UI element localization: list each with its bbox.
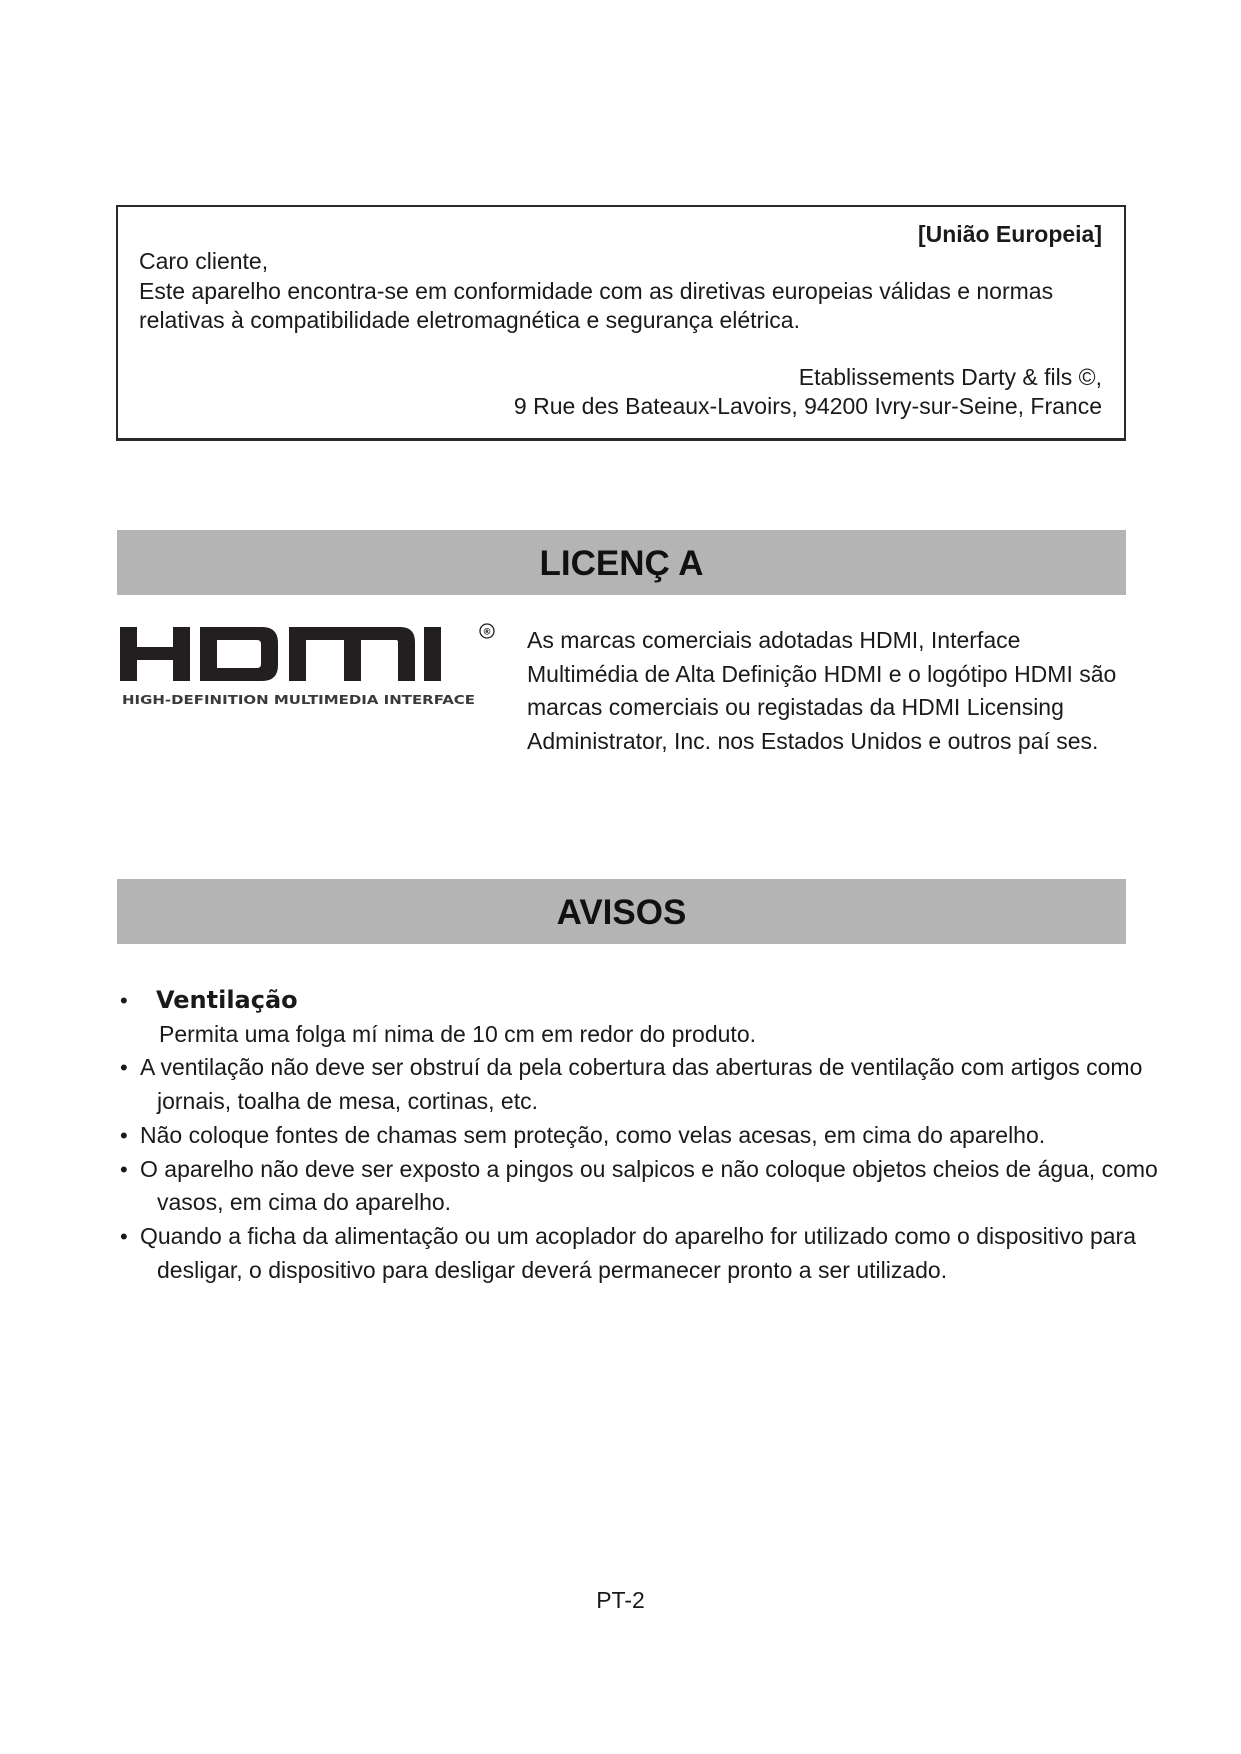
list-item (116, 1153, 1196, 1220)
bullet-icon: • (120, 988, 128, 1013)
list-item (116, 1051, 1196, 1118)
warning-text: A ventilação não deve ser obstruí da pela cobertura das aberturas de ventilação com artigos como jornais, toalha de mesa, cortinas, etc. (140, 1054, 1143, 1115)
eu-company-address: 9 Rue des Bateaux-Lavoirs, 94200 Ivry-sur-Seine, France (513, 393, 1102, 419)
ventilation-title: Ventilação (156, 986, 298, 1014)
bullet-icon: • (120, 1055, 128, 1081)
list-item (116, 1119, 1196, 1153)
ventilation-text: Permita uma folga mí nima de 10 cm em redor do produto. (159, 1020, 757, 1047)
license-text: As marcas comerciais adotadas HDMI, Interface Multimédia de Alta Definição HDMI e o logótipo HDMI são marcas comerciais ou registadas da HDMI Licensing Administrator, Inc. nos Estados Unidos e outros paí ses. (527, 627, 1117, 755)
license-heading: LICENÇ A (117, 530, 1126, 595)
list-item (116, 1220, 1196, 1287)
bullet-icon: • (120, 1223, 128, 1249)
warning-text: O aparelho não deve ser exposto a pingos ou salpicos e não coloque objetos cheios de água, como vasos, em cima do aparelho. (140, 1155, 1158, 1216)
warning-text: Quando a ficha da alimentação ou um acoplador do aparelho for utilizado como o dispositivo para desligar, o dispositivo para desligar deverá permanecer pronto a ser utilizado. (140, 1222, 1137, 1283)
page-number: PT-2 (596, 1587, 645, 1613)
warnings-list (116, 984, 1196, 1287)
eu-compliance-text: Este aparelho encontra-se em conformidade com as diretivas europeias válidas e normas relativas à compatibilidade eletromagnética e segurança elétrica. (139, 278, 1054, 333)
eu-company-name: Etablissements Darty & fils ©, (798, 364, 1102, 390)
list-item (116, 984, 1196, 1051)
hdmi-logo (120, 622, 505, 717)
hdmi-registered-text: ® (482, 627, 492, 638)
bullet-icon: • (120, 1156, 128, 1182)
warnings-heading: AVISOS (117, 879, 1126, 944)
eu-region-label: [União Europeia] (917, 221, 1102, 247)
warning-text: Não coloque fontes de chamas sem proteção, como velas acesas, em cima do aparelho. (140, 1121, 1046, 1148)
eu-greeting: Caro cliente, (139, 248, 269, 274)
bullet-icon: • (120, 1122, 128, 1148)
eu-notice-box (116, 205, 1126, 441)
hdmi-tagline: HIGH-DEFINITION MULTIMEDIA INTERFACE (122, 692, 475, 707)
